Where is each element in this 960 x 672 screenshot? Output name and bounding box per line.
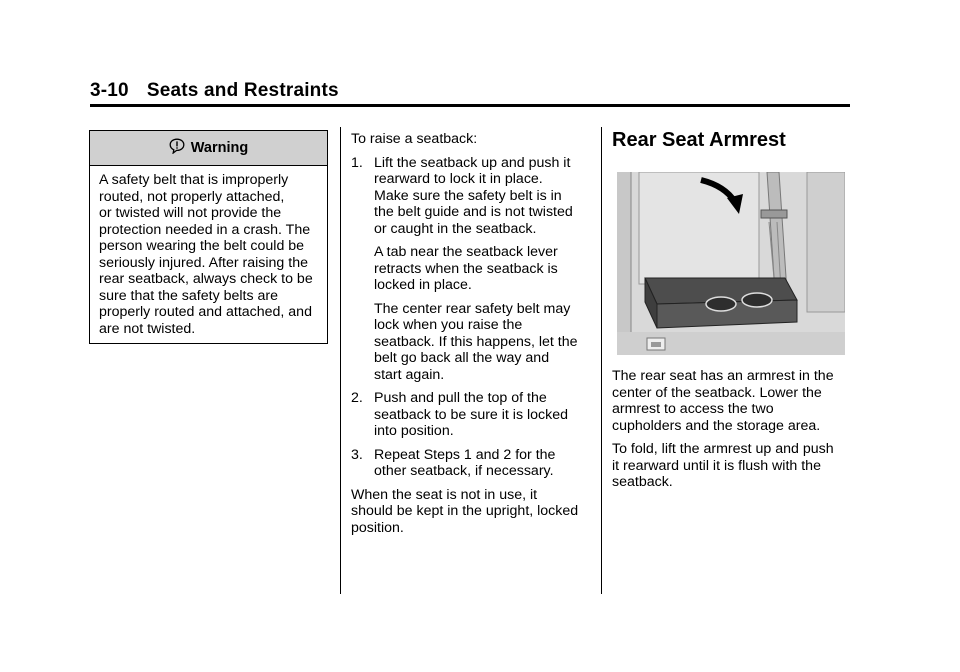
armrest-section (612, 128, 852, 152)
step-text (374, 155, 596, 238)
step-note (374, 301, 596, 384)
note-line: A tab near the seatback lever (374, 244, 558, 260)
section-title: Seats and Restraints (146, 80, 339, 101)
step-line: seatback to be sure it is locked (374, 406, 568, 423)
armrest-line: cupholders and the storage area. (612, 417, 821, 434)
step-line: Push and pull the top of the (374, 390, 547, 406)
warning-line: rear seatback, always check to be (99, 271, 313, 287)
warning-line: person wearing the belt could be (99, 238, 305, 254)
warning-header (90, 131, 327, 166)
step-line: rearward to lock it in place. (374, 171, 543, 187)
warning-text (90, 166, 327, 337)
raise-closing (351, 487, 596, 537)
note-line: seatback. If this happens, let the (374, 333, 578, 350)
step-text (374, 447, 596, 480)
warning-line: protection needed in a crash. The (99, 221, 311, 238)
step-line: or caught in the seatback. (374, 220, 537, 237)
step-number: 2. (351, 390, 363, 406)
step-number: 1. (351, 154, 363, 171)
raise-seatback-section (351, 131, 596, 543)
armrest-paragraph (612, 441, 852, 491)
step-line: Lift the seatback up and push it (374, 154, 571, 171)
armrest-line: it rearward until it is flush with the (612, 457, 821, 474)
warning-line: routed, not properly attached, (99, 188, 285, 205)
step-number: 3. (351, 446, 363, 463)
armrest-text (612, 368, 852, 498)
armrest-line: To fold, lift the armrest up and push (612, 441, 834, 457)
warning-line: or twisted will not provide the (99, 205, 282, 221)
armrest-heading: Rear Seat Armrest (612, 129, 786, 151)
warning-box (89, 130, 328, 344)
armrest-line: The rear seat has an armrest in the (612, 368, 834, 384)
step-note (374, 244, 596, 294)
step-1 (351, 155, 596, 384)
armrest-line: center of the seatback. Lower the (612, 384, 822, 401)
column-divider-left (340, 127, 341, 594)
closing-line: When the seat is not in use, it (351, 486, 538, 503)
closing-line: position. (351, 519, 404, 536)
step-3 (351, 447, 596, 480)
warning-title: Warning (190, 140, 249, 156)
note-line: locked in place. (374, 277, 472, 293)
note-line: belt go back all the way and (374, 350, 550, 366)
step-line: into position. (374, 423, 454, 439)
column-divider-right (601, 127, 602, 594)
header-rule (90, 104, 850, 107)
note-line: retracts when the seatback is (374, 260, 558, 277)
closing-line: should be kept in the upright, locked (351, 503, 579, 519)
warning-line: A safety belt that is improperly (99, 172, 289, 188)
note-line: The center rear safety belt may (374, 300, 571, 317)
step-text (374, 390, 596, 440)
raise-intro: To raise a seatback: (351, 131, 478, 147)
note-line: lock when you raise the (374, 317, 523, 333)
armrest-line: armrest to access the two (612, 401, 774, 417)
page-number: 3-10 (90, 80, 129, 101)
warning-line: sure that the safety belts are (99, 287, 279, 304)
step-line: Make sure the safety belt is in (374, 187, 562, 204)
page-header (90, 80, 339, 102)
step-2 (351, 390, 596, 440)
warning-line: properly routed and attached, and (99, 304, 312, 320)
armrest-paragraph (612, 368, 852, 434)
warning-speech-icon (169, 138, 185, 158)
step-line: Repeat Steps 1 and 2 for the (374, 446, 556, 463)
warning-line: seriously injured. After raising the (99, 254, 308, 271)
step-line: the belt guide and is not twisted (374, 204, 573, 220)
rear-seat-armrest-illustration (617, 172, 845, 355)
armrest-line: seatback. (612, 474, 673, 490)
warning-line: are not twisted. (99, 320, 196, 337)
note-line: start again. (374, 366, 445, 383)
step-line: other seatback, if necessary. (374, 463, 554, 479)
